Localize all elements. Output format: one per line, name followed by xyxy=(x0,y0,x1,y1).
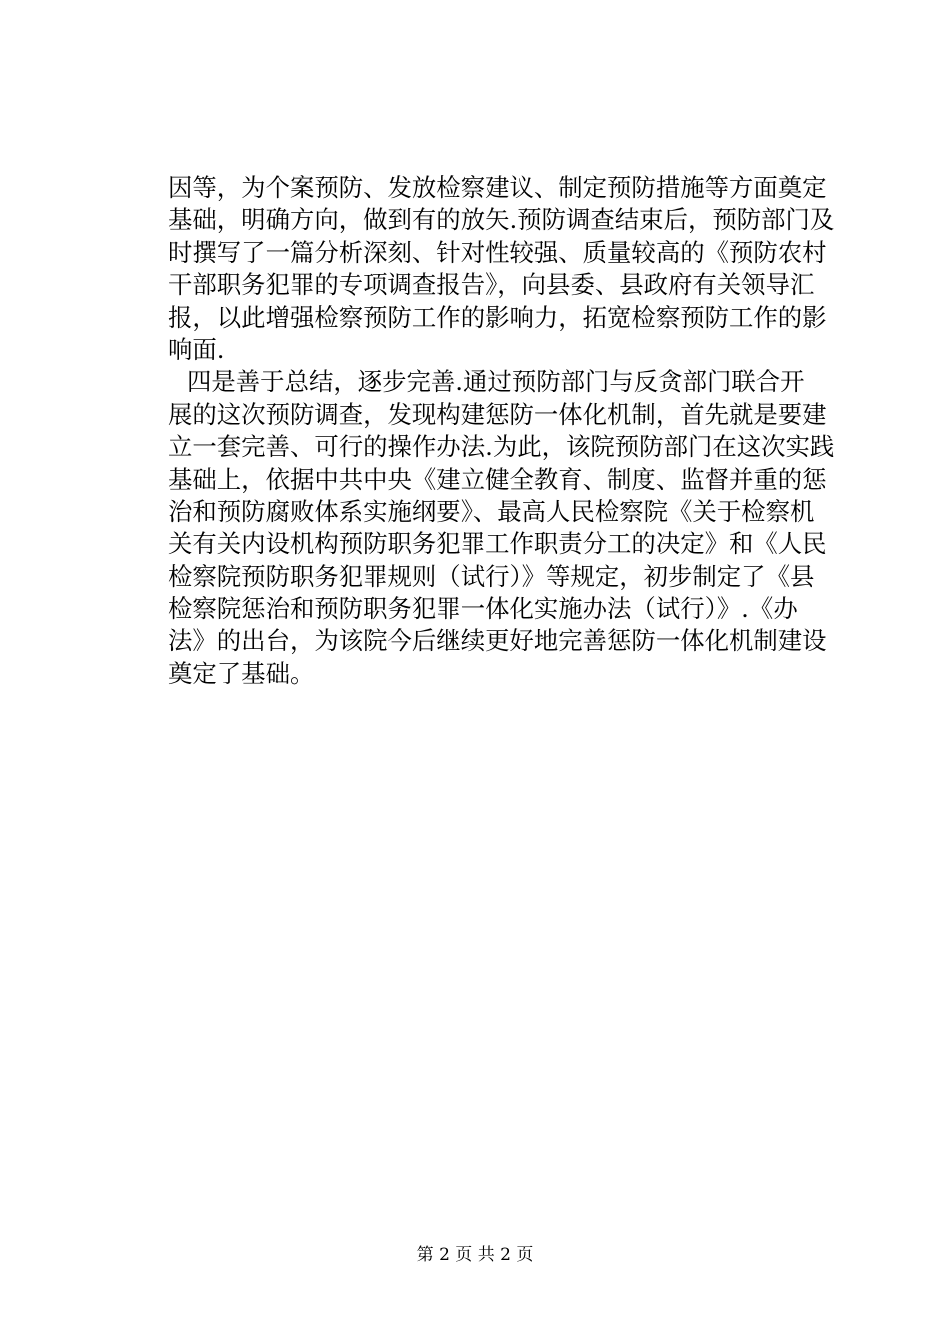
paragraph-start-line: 四是善于总结，逐步完善.通过预防部门与反贪部门联合开 xyxy=(187,367,805,397)
text-line: 关有关内设机构预防职务犯罪工作职责分工的决定》和《人民 xyxy=(168,529,827,559)
text-line: 响面. xyxy=(168,334,225,364)
text-line: 立一套完善、可行的操作办法.为此，该院预防部门在这次实践 xyxy=(168,432,835,462)
text-line: 检察院预防职务犯罪规则（试行）》等规定，初步制定了《县 xyxy=(168,561,815,591)
text-line: 干部职务犯罪的专项调查报告》，向县委、县政府有关领导汇 xyxy=(168,270,815,300)
text-line: 因等，为个案预防、发放检察建议、制定预防措施等方面奠定 xyxy=(168,173,827,202)
body-text xyxy=(168,172,868,690)
text-line: 治和预防腐败体系实施纲要》、最高人民检察院《关于检察机 xyxy=(168,496,815,526)
text-line: 检察院惩治和预防职务犯罪一体化实施办法（试行）》.《办 xyxy=(168,594,798,624)
page-footer: 第 2 页 共 2 页 xyxy=(416,1245,534,1265)
text-line: 基础上，依据中共中央《建立健全教育、制度、监督并重的惩 xyxy=(168,464,827,494)
text-line: 奠定了基础。 xyxy=(168,658,315,688)
text-line: 基础，明确方向，做到有的放矢.预防调查结束后，预防部门及 xyxy=(168,205,835,235)
text-line: 展的这次预防调查，发现构建惩防一体化机制，首先就是要建 xyxy=(168,399,827,429)
text-line: 报，以此增强检察预防工作的影响力，拓宽检察预防工作的影 xyxy=(168,302,827,332)
text-line: 时撰写了一篇分析深刻、针对性较强、质量较高的《预防农村 xyxy=(168,237,827,267)
text-line: 法》的出台，为该院今后继续更好地完善惩防一体化机制建设 xyxy=(168,626,827,656)
